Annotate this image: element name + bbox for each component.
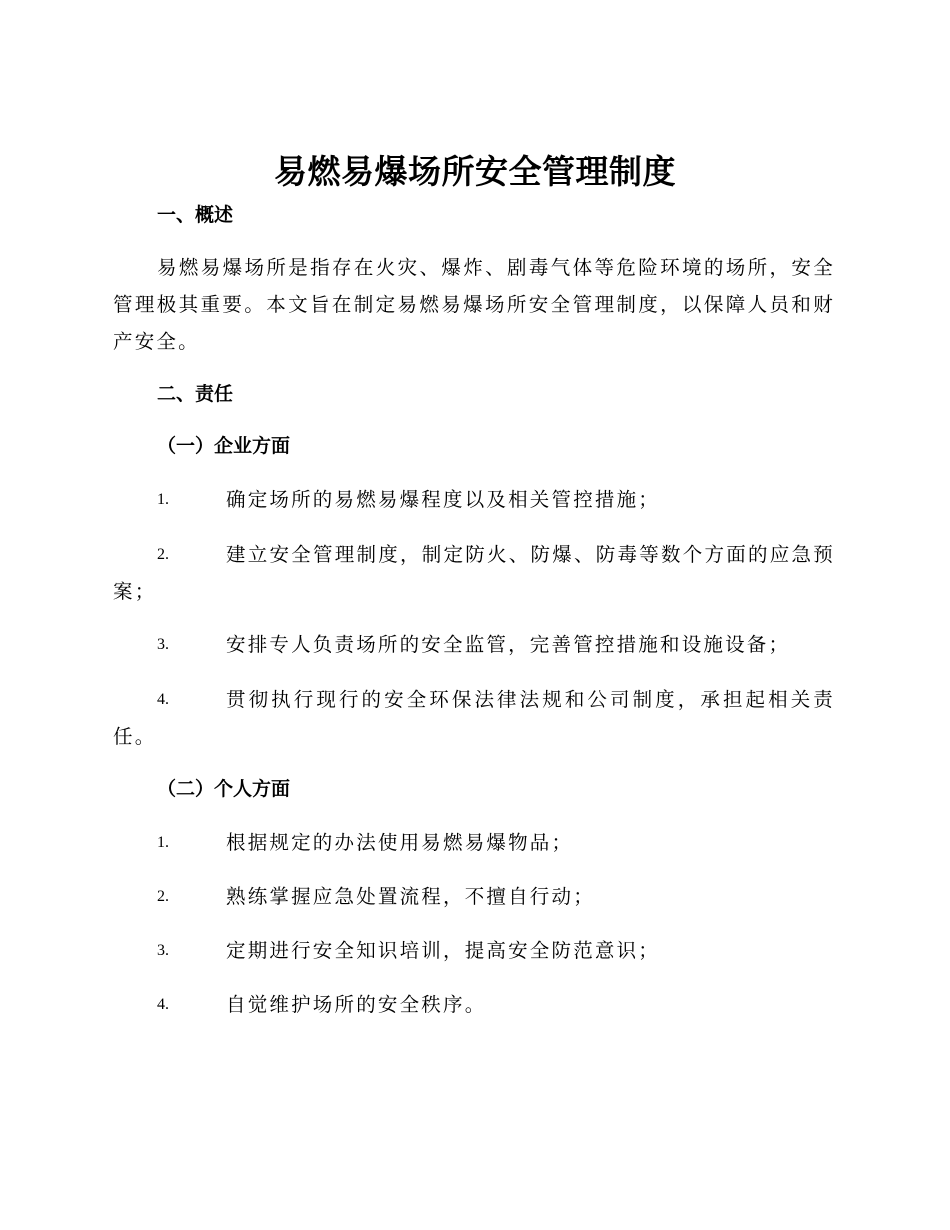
list-item-number: 2. <box>157 546 169 563</box>
list-item <box>113 986 835 1023</box>
list-item-text: 确定场所的易燃易爆程度以及相关管控措施； <box>226 488 661 511</box>
list-item-number: 2. <box>157 888 169 905</box>
list-item-text: 自觉维护场所的安全秩序。 <box>226 993 487 1016</box>
list-item-number: 3. <box>157 942 169 959</box>
list-item-number: 4. <box>157 996 169 1013</box>
list-item-text: 安排专人负责场所的安全监管，完善管控措施和设施设备； <box>226 633 791 656</box>
list-item-text: 根据规定的办法使用易燃易爆物品； <box>226 831 574 854</box>
list-item <box>113 932 835 969</box>
list-item-number: 1. <box>157 491 169 508</box>
document-title: 易燃易爆场所安全管理制度 <box>274 152 676 191</box>
list-item <box>113 481 835 518</box>
list-item <box>113 681 835 755</box>
list-item-text: 定期进行安全知识培训，提高安全防范意识； <box>226 939 661 962</box>
list-item-number: 3. <box>157 636 169 653</box>
subsection-heading-personal: （二）个人方面 <box>157 778 291 800</box>
subsection-heading-enterprise: （一）企业方面 <box>157 435 291 457</box>
list-item-text: 贯彻执行现行的安全环保法律法规和公司制度，承担起相关责任。 <box>113 688 835 748</box>
section-heading-overview: 一、概述 <box>157 204 234 226</box>
list-item-text: 建立安全管理制度，制定防火、防爆、防毒等数个方面的应急预案； <box>113 543 835 603</box>
list-item <box>113 824 835 861</box>
list-item-text: 熟练掌握应急处置流程，不擅自行动； <box>226 885 595 908</box>
list-item-number: 4. <box>157 691 169 708</box>
list-item <box>113 626 835 663</box>
list-item-number: 1. <box>157 834 169 851</box>
list-item <box>113 878 835 915</box>
section-heading-responsibility: 二、责任 <box>157 383 234 405</box>
overview-paragraph: 易燃易爆场所是指存在火灾、爆炸、剧毒气体等危险环境的场所，安全管理极其重要。本文旨在制定易燃易爆场所安全管理制度，以保障人员和财产安全。 <box>113 256 835 353</box>
list-item <box>113 536 835 610</box>
